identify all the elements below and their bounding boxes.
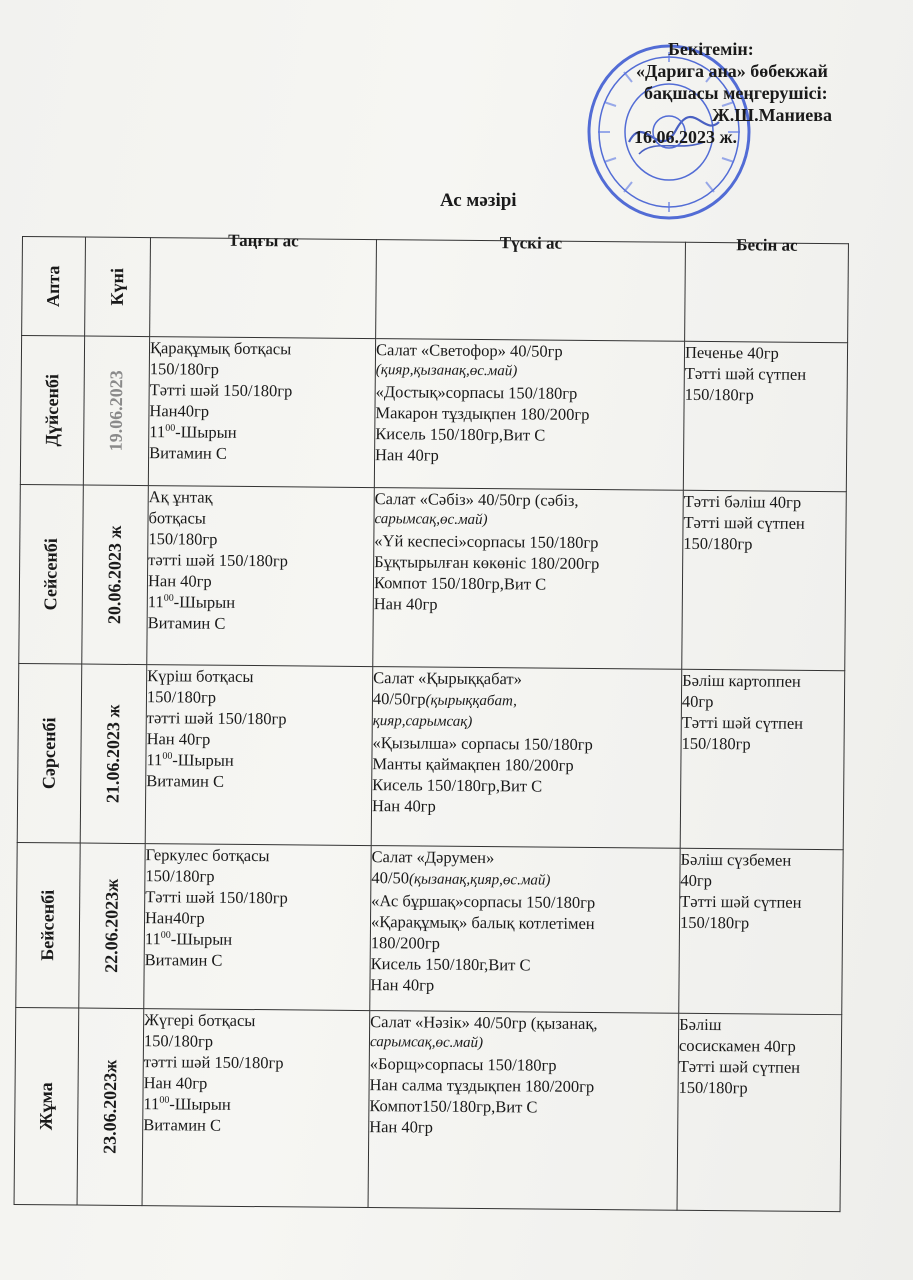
week-cell: Сейсенбі bbox=[19, 484, 84, 664]
snack-cell: Печенье 40гр Тәтті шәй сүтпен 150/180гр bbox=[683, 341, 847, 491]
approval-heading: Бекітемін: bbox=[668, 39, 754, 59]
week-cell: Дүйсенбі bbox=[20, 336, 84, 486]
lunch-cell: Салат «Қырыққабат» 40/50гр(қырыққабат, қияр,сарымсақ) «Қызылша» сорпасы 150/180гр Манты қаймақпен 180/200гр Кисель 150/180гр,Вит С Нан 40гр bbox=[371, 667, 682, 849]
snack-cell: Бәліш картоппен 40гр Тәтті шәй сүтпен 150/180гр bbox=[680, 669, 845, 849]
week-cell: Сәрсенбі bbox=[17, 663, 82, 843]
snack-cell: Бәліш сосискамен 40гр Тәтті шәй сүтпен 150/180гр bbox=[677, 1013, 842, 1211]
table-row bbox=[17, 663, 845, 849]
lunch-cell: Салат «Нәзік» 40/50гр (қызанақ, сарымсақ,өс.май) «Борщ»сорпасы 150/180гр Нан салма тұздықпен 180/200гр Компот150/180гр,Вит С Нан 40гр bbox=[368, 1011, 679, 1211]
approval-position: бақшасы меңгерушісі: bbox=[644, 83, 828, 103]
approval-institution: «Дарига ана» бөбекжай bbox=[636, 61, 828, 81]
snack-cell: Тәтті бәліш 40гр Тәтті шәй сүтпен 150/180гр bbox=[682, 490, 847, 670]
approval-name: Ж.Ш.Маниева bbox=[712, 105, 833, 125]
breakfast-cell: Ақ ұнтақ ботқасы 150/180гр тәтті шәй 150/180гр Нан 40гр $11^{00}$-Шырын Витамин С bbox=[147, 486, 375, 667]
document-title: Ас мәзірі bbox=[440, 190, 517, 211]
date-cell: 20.06.2023 ж bbox=[82, 485, 149, 665]
table-row bbox=[14, 1007, 842, 1211]
table-row bbox=[19, 484, 847, 670]
header-lunch: Түскі ас bbox=[376, 240, 686, 342]
approval-date: 16.06.2023 ж. bbox=[634, 127, 738, 147]
week-cell: Жұма bbox=[14, 1007, 79, 1205]
date-cell: 22.06.2023ж bbox=[79, 843, 145, 1009]
header-week: Апта bbox=[22, 237, 86, 337]
approval-block bbox=[590, 38, 890, 148]
snack-cell: Бәліш сүзбемен 40гр Тәтті шәй сүтпен 150/180гр bbox=[679, 848, 843, 1014]
menu-table bbox=[14, 230, 849, 1212]
lunch-cell: Салат «Дәрумен» 40/50(қызанақ,қияр,өс.май) «Ас бұршақ»сорпасы 150/180гр «Қарақұмық» балық котлетімен 180/200гр Кисель 150/180г,Вит С Нан 40гр bbox=[370, 846, 680, 1014]
date-cell: 23.06.2023ж bbox=[77, 1008, 144, 1206]
header-breakfast: Таңғы ас bbox=[150, 238, 377, 339]
breakfast-cell: Қарақұмық ботқасы 150/180гр Тәтті шәй 150/180гр Нан40гр $11^{00}$-Шырын Витамин С bbox=[148, 337, 375, 488]
breakfast-cell: Геркулес ботқасы 150/180гр Тәтті шәй 150/180гр Нан40гр $11^{00}$-Шырын Витамин С bbox=[144, 844, 371, 1011]
lunch-cell: Салат «Сәбіз» 40/50гр (сәбіз, сарымсақ,өс.май) «Үй кеспесі»сорпасы 150/180гр Бұқтырылған көкөніс 180/200гр Компот 150/180гр,Вит С Нан 40гр bbox=[373, 488, 684, 670]
table-row bbox=[16, 842, 843, 1014]
week-cell: Бейсенбі bbox=[16, 842, 80, 1008]
breakfast-cell: Күріш ботқасы 150/180гр тәтті шәй 150/180гр Нан 40гр $11^{00}$-Шырын Витамин С bbox=[145, 665, 373, 846]
lunch-cell: Салат «Светофор» 40/50гр (қияр,қызанақ,өс.май) «Достық»сорпасы 150/180гр Макарон тұздықпен 180/200гр Кисель 150/180гр,Вит С Нан 40гр bbox=[374, 339, 684, 491]
date-cell: 19.06.2023 bbox=[83, 336, 149, 486]
breakfast-cell: Жүгері ботқасы 150/180гр тәтті шәй 150/180гр Нан 40гр $11^{00}$-Шырын Витамин С bbox=[142, 1009, 370, 1208]
table-row bbox=[20, 336, 847, 492]
header-day: Күні bbox=[85, 237, 151, 337]
header-row bbox=[22, 237, 849, 343]
date-cell: 21.06.2023 ж bbox=[80, 664, 147, 844]
header-snack: Бесін ас bbox=[685, 242, 849, 342]
